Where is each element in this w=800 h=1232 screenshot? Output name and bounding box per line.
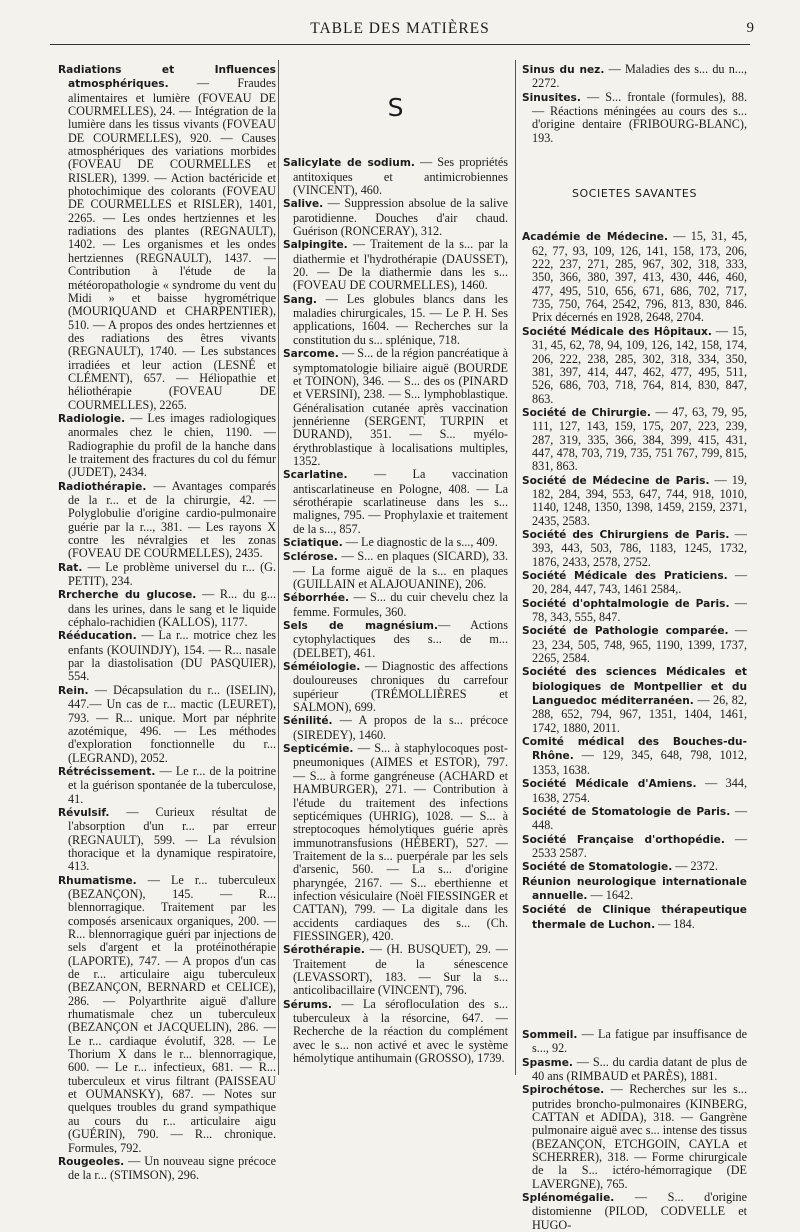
entry-body: — S... du cardia datant de plus de 40 ans (RIMBAUD et PARÈS), 1881. xyxy=(532,1054,747,1083)
index-entry xyxy=(58,874,276,1155)
entry-body: — Les images radiologiques anormales chez le chien, 1190. — Radiographie du profil de la hanche dans le traitement des fractures du col du fémur (JUDET), 2434. xyxy=(68,410,276,480)
entry-heading: Sérums. xyxy=(283,998,332,1011)
column-divider xyxy=(515,60,516,1075)
entry-body: — La fatigue par insuffisance de s..., 92. xyxy=(532,1026,747,1056)
index-entry xyxy=(58,480,276,561)
entry-heading: Salive. xyxy=(283,198,324,211)
entry-heading: Sels de magnésium. xyxy=(283,620,438,633)
entry-body: — Traitement de la s... par la diathermie et l'hydrothérapie (DAUSSET), 20. — De la diathermie dans les s... (FOVEAU DE COURMELLES), 1460. xyxy=(293,237,508,293)
index-entry xyxy=(522,406,747,474)
index-entry xyxy=(522,1191,747,1232)
index-entry xyxy=(522,597,747,625)
section-heading: SOCIETES SAVANTES xyxy=(571,187,698,201)
entry-body: — S... du cuir chevelu chez la femme. Formules, 360. xyxy=(293,590,508,619)
index-entry xyxy=(283,619,508,660)
entry-heading: Sclérose. xyxy=(283,551,338,564)
entry-body: — Recherches sur les s... putrides broncho-pulmonaires (KINBERG, CATTAN et ADIDA), 318. — Gangrène pulmonaire aiguë avec s... intense des tissus (BEZANÇON, ETCHGOIN, CAYLA et SCHERRER), 318. — Forme chirurgicale de la S... ictéro-hémorragique (DE LAVERGNE), 765. xyxy=(532,1082,747,1191)
entry-body: — S... d'origine distomienne (PILOD, CODVELLE et HUGO- xyxy=(532,1190,747,1232)
page-header xyxy=(0,18,800,44)
entry-heading: Société Française d'orthopédie. xyxy=(522,833,725,846)
entry-heading: Salicylate de sodium. xyxy=(283,157,415,170)
index-entry xyxy=(58,63,276,412)
index-entry xyxy=(58,1155,276,1183)
entry-heading: Rééducation. xyxy=(58,630,137,643)
entry-body: — Un nouveau signe précoce de la r... (STIMSON), 296. xyxy=(68,1153,276,1183)
entry-body: — S... à staphylocoques post-pneumoniques (AIMES et ESTOR), 797. — S... à forme gangréneuse (ACHARD et HAMBURGER), 271. — Contribution à l'étude du traitement des infections septicémiques (UHRIG), 1028. — S... à streptocoques hémolytiques guérie après immunotransfusions (HÉBERT), 527. — Traitement de la s... puerpérale par les sels d'arsenic, 560. — La s... d'origine pharyngée, 2167. — S... eberthienne et infection vésiculaire (Noël FIESSINGER et CATTAN), 799. — La digitale dans les accidents cardiaques des s... (Ch. FIESSINGER), 420. xyxy=(293,741,508,943)
entry-body: — 393, 443, 503, 786, 1183, 1245, 1732, 1876, 2433, 2578, 2752. xyxy=(532,526,747,569)
entry-heading: Rougeoles. xyxy=(58,1155,125,1168)
entry-body: — Décapsulation du r... (ISELIN), 447.— Un cas de r... mactic (LEURET), 793. — R... unique. Mort par néphrite azotémique, 496. — Les méthodes d'exploration fonctionnelle du r... (LEGRAND), 2052. xyxy=(68,682,276,765)
entry-heading: Sang. xyxy=(283,293,317,306)
column-divider xyxy=(278,60,279,1075)
entry-body: — Suppression absolue de la salive parotidienne. Douches d'air chaud. Guérison (RONCERAY), 312. xyxy=(293,196,508,239)
entry-body: — 26, 82, 288, 652, 794, 967, 1351, 1404, 1461, 1742, 1880, 2011. xyxy=(532,693,748,735)
entry-heading: Société d'ophtalmologie de Paris. xyxy=(522,597,730,610)
index-entry xyxy=(283,550,508,591)
index-entry xyxy=(283,943,508,997)
index-entry xyxy=(283,998,508,1066)
entry-heading: Comité médical des Bouches-du-Rhône. xyxy=(522,736,747,763)
entry-body: — (H. BUSQUET), 29. — Traitement de la sénescence (LEVASSORT), 183. — Sur la s... anticolibacillaire (VINCENT), 796. xyxy=(293,942,508,998)
entry-body: — 1642. xyxy=(587,887,634,902)
index-entry xyxy=(522,860,747,874)
entry-heading: Réunion neurologique internationale annuelle. xyxy=(522,875,747,902)
index-entry xyxy=(58,806,276,874)
entry-heading: Société de Chirurgie. xyxy=(522,406,651,419)
entry-heading: Rrcherche du glucose. xyxy=(58,589,197,602)
entry-heading: Société de Stomatologie. xyxy=(522,861,673,874)
entry-heading: Septicémie. xyxy=(283,743,354,756)
index-entry xyxy=(283,238,508,292)
entry-heading: Révulsif. xyxy=(58,806,110,819)
entry-body: — 15, 31, 45, 62, 77, 93, 109, 126, 141, 158, 173, 206, 222, 237, 271, 285, 967, 302, 318, 333, 350, 366, 380, 397, 413, 430, 446, 460, 477, 495, 510, 656, 671, 686, 702, 717, 735, 750, 764, 2542, 796, 813, 830, 846. Prix décernés en 1928, 2648, 2704. xyxy=(532,229,747,325)
entry-body: — Le problème universel du r... (G. PETIT), 234. xyxy=(68,559,276,589)
index-entry xyxy=(522,63,747,91)
entry-body: — Actions cytophylactiques des s... de m... (DELBET), 461. xyxy=(293,618,509,660)
entry-heading: Société de Stomatologie de Paris. xyxy=(522,805,731,818)
index-entry xyxy=(522,735,747,777)
entry-heading: Société des Chirurgiens de Paris. xyxy=(522,528,730,541)
index-entry xyxy=(283,468,508,536)
entry-body: — 2372. xyxy=(672,859,718,874)
entry-body: — La séroflocuIation des s... tuberculeux à la résorcine, 647. — Recherche de la réaction du complément avec le s... non activé et avec le système hémolytique antihumain (GROSSO), 1739. xyxy=(293,996,508,1066)
entry-body: — 344, 1638, 2754. xyxy=(532,776,747,805)
entry-heading: Société de Clinique thérapeutique thermale de Luchon. xyxy=(522,904,747,931)
entry-body: — Le r... tuberculeux (BEZANÇON), 145. — R... blennorragique. Traitement par les composés arsenicaux organiques, 200. — R... blennorragique guéri par injections de sels d'argent et la protéinothérapie (LAPORTE), 747. — A propos d'un cas de r... articulaire aigu tuberculeux (BEZANÇON, BERNARD et CELICE), 286. — Polyarthrite aiguë d'allure rhumatismale chez un tuberculeux (BEZANÇON et JACQUELIN), 286. — Le r... cardiaque évolutif, 328. — Le Thorium X dans le r... blennorragique, 600. — Le r... infectieux, 681. — R... tuberculeux et virus filtrant (PAISSEAU et OUMANSKY), 687. — Notes sur quelques troubles du grand sympathique au cours du r... articulaire aigu (GUÉRIN), 790. — R... chronique. Formules, 792. xyxy=(68,872,276,1155)
entry-heading: Sinus du nez. xyxy=(522,64,605,76)
entry-body: — Les globules blancs dans les maladies chirurgicales, 15. — Le P. H. Ses applications, 1604. — Recherches sur la constitution du s... splénique, 718. xyxy=(293,291,508,347)
column-2 xyxy=(283,63,508,1073)
page-number: 9 xyxy=(746,20,754,36)
index-entry xyxy=(522,528,747,569)
index-entry xyxy=(522,1028,747,1056)
index-entry xyxy=(522,665,747,735)
index-entry xyxy=(283,293,508,347)
index-entry xyxy=(522,777,747,805)
entry-heading: Rhumatisme. xyxy=(58,874,137,887)
entry-heading: Rat. xyxy=(58,561,83,574)
entry-body: — S... en plaques (SICARD), 33. — La forme aiguë de la s... en plaques (GUILLAIN et ALAJOUANINE), 206. xyxy=(293,549,508,591)
entry-body: — 78, 343, 555, 847. xyxy=(532,595,747,625)
entry-heading: Sénilité. xyxy=(283,715,333,728)
entry-heading: Séborrhée. xyxy=(283,592,350,605)
entry-heading: Société de Pathologie comparée. xyxy=(522,625,729,638)
index-entry xyxy=(283,714,508,742)
index-entry xyxy=(58,561,276,589)
entry-body: — 19, 182, 284, 394, 553, 647, 744, 918, 1010, 1140, 1248, 1350, 1398, 1459, 2159, 2371, 2435, 2583. xyxy=(532,472,747,528)
index-entry xyxy=(522,805,747,833)
entry-body: — 2533 2587. xyxy=(532,831,748,860)
entry-heading: Radiothérapie. xyxy=(58,480,147,493)
index-entry xyxy=(283,347,508,468)
entry-body: — Curieux résultat de l'absorption d'un r... par erreur (REGNAULT), 599. — La révulsion thoracique et la dynamique respiratoire, 413. xyxy=(68,804,276,874)
entry-heading: Rein. xyxy=(58,684,89,697)
entry-heading: Sciatique. xyxy=(283,536,343,549)
entry-body: — Avantages comparés de la r... et de la chirurgie, 42. — Polyglobulie d'origine cardio-pulmonaire guérie par la r..., 381. — Les rayons X contre les névralgies et les zonas (FOVEAU DE COURMELLES), 2435. xyxy=(68,478,276,561)
entry-body: — Le diagnostic de la s..., 409. xyxy=(342,534,498,549)
index-entry xyxy=(522,325,747,406)
entry-body: — 15, 31, 45, 62, 78, 94, 109, 126, 142, 158, 174, 206, 222, 238, 285, 302, 318, 334, 350, 381, 397, 414, 447, 462, 477, 495, 511, 526, 686, 703, 718, 764, 814, 830, 847, 863. xyxy=(532,323,747,406)
header-rule xyxy=(50,44,750,45)
index-entry xyxy=(283,536,508,550)
entry-heading: Spirochétose. xyxy=(522,1084,605,1097)
entry-body: — 129, 345, 648, 798, 1012, 1353, 1638. xyxy=(532,748,747,777)
entry-body: — Diagnostic des affections douloureuses chroniques du carrefour supérieur (TRÉMOLLIÈRES et SALMON), 699. xyxy=(293,659,508,715)
index-entry xyxy=(58,412,276,480)
index-entry xyxy=(522,569,747,597)
entry-body: — Le r... de la poitrine et la guérison spontanée de la tuberculose, 41. xyxy=(68,763,276,806)
entry-heading: Société de Médecine de Paris. xyxy=(522,474,710,487)
index-entry xyxy=(283,660,508,714)
index-entry xyxy=(58,629,276,683)
entry-body: — Maladies des s... du n..., 2272. xyxy=(532,62,747,91)
entry-heading: Salpingite. xyxy=(283,239,348,252)
index-entry xyxy=(522,474,747,528)
column-3 xyxy=(522,62,748,1232)
entry-heading: Société Médicale des Hôpitaux. xyxy=(522,325,712,338)
entry-heading: Sinusites. xyxy=(522,91,581,104)
entry-heading: Rétrécissement. xyxy=(58,765,156,778)
index-entry xyxy=(522,1056,747,1084)
entry-body: — S... frontale (formules), 88. — Réactions méningées au cours des s... d'origine dentaire (FRIBOURG-BLANC), 193. xyxy=(532,89,747,145)
entry-heading: Radiations et Influences atmosphériques. xyxy=(58,64,276,91)
entry-heading: Société Médicale des Praticiens. xyxy=(522,570,728,582)
entry-heading: Séméiologie. xyxy=(283,661,361,674)
index-entry xyxy=(58,588,276,629)
entry-heading: Sérothérapie. xyxy=(283,944,365,957)
section-letter: S xyxy=(387,93,404,122)
entry-heading: Sommeil. xyxy=(522,1028,578,1041)
index-entry xyxy=(283,197,508,238)
index-entry xyxy=(522,91,747,145)
index-entry xyxy=(522,833,747,861)
index-entry xyxy=(522,903,747,932)
column-1 xyxy=(58,63,276,1183)
index-entry xyxy=(283,591,508,619)
entry-body: — La r... motrice chez les enfants (KOUINDJY), 154. — R... nasale par la diastolisation (DU PASQUIER), 554. xyxy=(68,628,276,684)
page-title: TABLE DES MATIÈRES xyxy=(310,20,490,37)
entry-body: — 23, 234, 505, 748, 965, 1190, 1399, 1737, 2265, 2584. xyxy=(532,623,748,666)
entry-body: — Ses propriétés antitoxiques et antimicrobiennes (VINCENT), 460. xyxy=(293,155,508,198)
index-entry xyxy=(58,765,276,806)
entry-body: — R... du g... dans les urines, dans le sang et le liquide céphalo-rachidien (KALLOS), 1177. xyxy=(68,587,276,630)
entry-heading: Société Médicale d'Amiens. xyxy=(522,778,697,791)
index-entry xyxy=(58,684,276,765)
entry-heading: Sarcome. xyxy=(283,348,339,361)
entry-body: — 184. xyxy=(655,916,695,931)
entry-body: — 448. xyxy=(532,803,748,833)
entry-heading: Radiologie. xyxy=(58,412,126,425)
index-entry xyxy=(522,875,747,904)
index-entry xyxy=(522,230,747,324)
entry-heading: Spasme. xyxy=(522,1056,573,1069)
index-entry xyxy=(522,1083,747,1191)
index-entry xyxy=(522,624,747,665)
entry-heading: Société des sciences Médicales et biologiques de Montpellier et du Languedoc méditerranéen. xyxy=(522,666,747,708)
entry-heading: Splénomégalie. xyxy=(522,1192,615,1205)
entry-body: — La vaccination antiscarlatineuse en Pologne, 408. — La sérothérapie scarlatineuse dans les s... malignes, 795. — Prophylaxie et traitement de la s..., 857. xyxy=(293,467,508,536)
entry-body: — A propos de la s... précoce (SIREDEY), 1460. xyxy=(293,713,508,742)
entry-body: — S... de la région pancréatique à symptomatologie biliaire aiguë (BOURDE et TOINON), 346. — S... des os (PINARD et VERSINI), 238. — S... lymphoblastique. Généralisation cutanée après vaccination jennérienne (SERGENT, TURPIN et DURAND), 351. — S... myélo-érythroblastique à localisations multiples, 1352. xyxy=(293,346,508,468)
entry-body: — Fraudes alimentaires et lumière (FOVEAU DE COURMELLES), 24. — Intégration de la lumière dans les tissus vivants (FOVEAU DE COURMELLES), 920. — Causes atmosphériques des variations morbides (FOVEAU DE COURMELLES et RISLER), 1399. — Action bactéricide et photochimique des colorants (FOVEAU DE COURMELLES et RISLER), 1401, 2265. — Les ondes hertziennes et les radiations des plantes (REGNAULT), 1402. — Les organismes et les ondes hertziennes (REGNAULT), 1437. — Contribution à l'étude de la météoropathologie « syndrome du vent du Midi » et baisse hygrométrique (MOURIQUAND et CHARPENTIER), 510. — A propos des ondes hertziennes et des radiations des êtres vivants (REGNAULT), 1740. — Les substances irradiées et leur action (LESNÉ et CLÉMENT), 657. — Héliopathie et héliothérapie (FOVEAU DE COURMELLES), 2265. xyxy=(68,76,276,412)
entry-heading: Académie de Médecine. xyxy=(522,231,669,244)
index-entry xyxy=(283,156,508,197)
index-entry xyxy=(283,742,508,943)
entry-body: — 20, 284, 447, 743, 1461 2584,. xyxy=(532,568,747,597)
entry-body: — 47, 63, 79, 95, 111, 127, 143, 159, 175, 207, 223, 239, 287, 319, 335, 366, 384, 399, 415, 431, 447, 478, 703, 719, 735, 751 767, 799, 815, 831, 863. xyxy=(532,404,748,474)
entry-heading: Scarlatine. xyxy=(283,469,348,482)
